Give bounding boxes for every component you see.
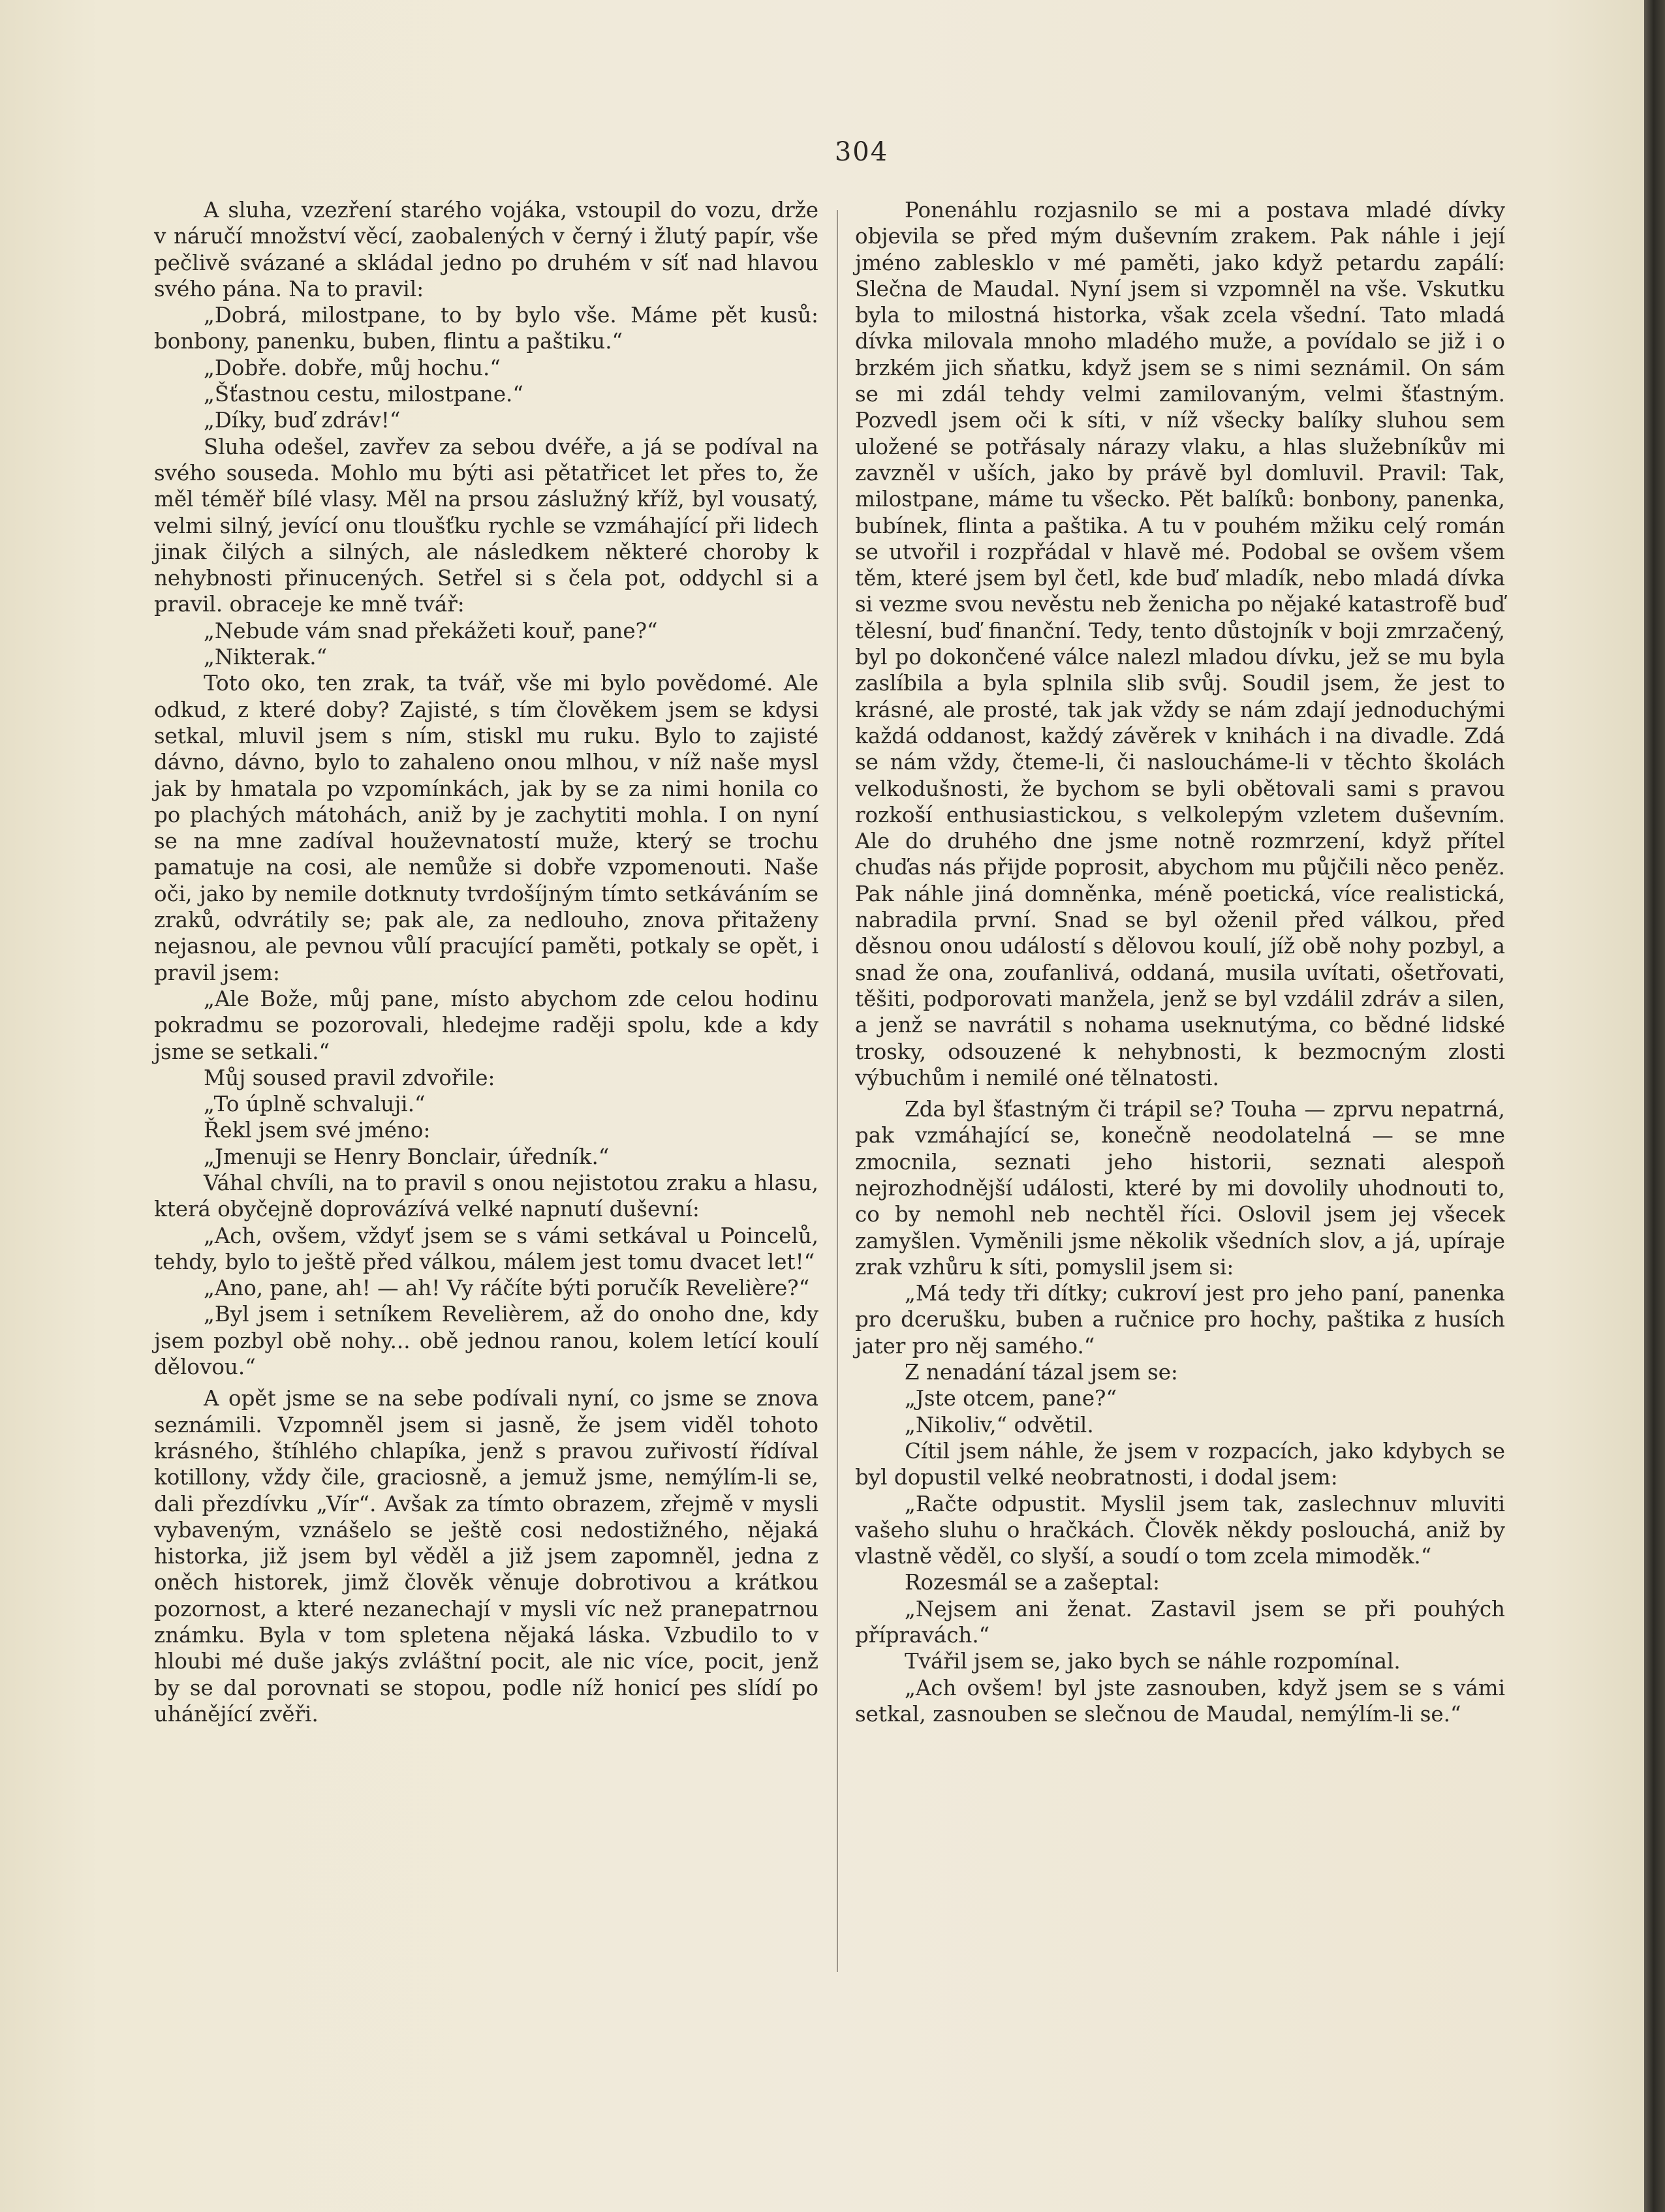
column-divider [837, 210, 838, 1972]
paragraph: Cítil jsem náhle, že jsem v rozpacích, jako kdybych se byl dopustil velké neobratnosti, i dodal jsem: [855, 1438, 1505, 1490]
paragraph: „Jmenuji se Henry Bonclair, úředník.“ [204, 1144, 610, 1169]
paragraph: „To úplně schvaluji.“ [204, 1092, 426, 1117]
paragraph: „Račte odpustit. Myslil jsem tak, zaslechnuv mluviti vašeho sluhu o hračkách. Člověk někdy poslouchá, aniž by vlastně věděl, co slyší, a soudí o tom zcela mimoděk.“ [855, 1491, 1505, 1569]
paragraph: „Má tedy tři dítky; cukroví jest pro jeho paní, panenka pro dcerušku, buben a ručnice pro hochy, paštika z husích jater pro něj samého.“ [855, 1281, 1505, 1359]
paragraph: Řekl jsem své jméno: [204, 1118, 431, 1143]
paragraph: Z nenadání tázal jsem se: [905, 1360, 1178, 1385]
paragraph: Zda byl šťastným či trápil se? Touha — zprvu nepatrná, pak vzmáhající se, konečně neodolatelná — se mne zmocnila, seznati jeho historii, seznati alespoň nejrozhodnější události, které by mi dovolily uhodnouti to, co by nemohl neb nechtěl říci. Oslovil jsem jej všecek zamyšlen. Vyměnili jsme několik všedních slov, a já, upíraje zrak vzhůru k síti, pomyslil jsem si: [855, 1097, 1505, 1280]
paragraph: Toto oko, ten zrak, ta tvář, vše mi bylo povědomé. Ale odkud, z které doby? Zajisté, s tím člověkem jsem se kdysi setkal, mluvil jsem s ním, stiskl mu ruku. Bylo to zajisté dávno, dávno, bylo to zahaleno onou mlhou, v níž naše mysl jak by hmatala po vzpomínkách, jak by se za nimi honila co po plachých mátohách, aniž by je zachytiti mohla. I on nyní se na mne zadíval houževnatostí muže, který se trochu pamatuje na cosi, ale nemůže si dobře vzpomenouti. Naše oči, jako by nemile dotknuty tvrdošíjným tímto setkáváním se zraků, odvrátily se; pak ale, za nedlouho, znova přitaženy nejasnou, ale pevnou vůlí pracující paměti, potkaly se opět, i pravil jsem: [154, 671, 818, 985]
paragraph: „Ano, pane, ah! — ah! Vy ráčíte býti poručík Revelière?“ [204, 1276, 810, 1301]
paragraph: „Nebude vám snad překážeti kouř, pane?“ [204, 618, 658, 643]
paragraph: „Nejsem ani ženat. Zastavil jsem se při pouhých přípravách.“ [855, 1596, 1505, 1648]
paragraph: Tvářil jsem se, jako bych se náhle rozpomínal. [905, 1649, 1401, 1674]
paragraph: Váhal chvíli, na to pravil s onou nejistotou zraku a hlasu, která obyčejně doprovázívá velké napnutí duševní: [154, 1170, 818, 1222]
paragraph: A sluha, vzezření starého vojáka, vstoupil do vozu, drže v náručí množství věcí, zaobalených v černý i žlutý papír, vše pečlivě svázané a skládal jedno po druhém v síť nad hlavou svého pána. Na to pravil: [154, 198, 818, 301]
paragraph: „Byl jsem i setníkem Revelièrem, až do onoho dne, kdy jsem pozbyl obě nohy... obě jednou ranou, kolem letící koulí dělovou.“ [154, 1302, 818, 1380]
paragraph: „Dobře. dobře, můj hochu.“ [204, 355, 501, 380]
paragraph: Ponenáhlu rozjasnilo se mi a postava mladé dívky objevila se před mým duševním zrakem. Pak náhle i její jméno zablesklo v mé paměti, jako když petardu zapálí: Slečna de Maudal. Nyní jsem si vzpomněl na vše. Vskutku byla to milostná historka, však zcela všední. Tato mladá dívka milovala mnoho mladého muže, a povídalo se již i o brzkém jich sňatku, když jsem se s nimi seznámil. On sám se mi zdál tehdy velmi zamilovaným, velmi šťastným. Pozvedl jsem oči k síti, v níž všecky balíky sluhou sem uložené se potřásaly nárazy vlaku, a hlas služebníkův mi zavzněl v uších, jako by právě byl domluvil. Pravil: Tak, milostpane, máme tu všecko. Pět balíků: bonbony, panenka, bubínek, flinta a paštika. A tu v pouhém mžiku celý román se utvořil i rozpřádal v hlavě mé. Podobal se ovšem všem těm, které jsem byl četl, kde buď mladík, nebo mladá dívka si vezme svou nevěstu neb ženicha po nějaké katastrofě buď tělesní, buď finanční. Tedy, tento důstojník v boji zmrzačený, byl po dokončené válce nalezl mladou dívku, jež se mu byla zaslíbila a byla splnila slib svůj. Soudil jsem, že jest to krásné, ale prosté, tak jak vždy se nám zdají jednoduchými každá oddanost, každý závěrek v knihách i na divadle. Zdá se nám vždy, čteme-li, či nasloucháme-li v těchto školách velkodušnosti, že bychom se byli obětovali sami s pravou rozkoší enthusiastickou, s velkolepým vzletem duševním. Ale do druhého dne jsme notně rozmrzení, když přítel chuďas nás přijde poprosit, abychom mu půjčili něco peněz. Pak náhle jiná domněnka, méně poetická, více realistická, nabradila první. Snad se byl oženil před válkou, před děsnou onou událostí s dělovou koulí, jíž obě nohy pozbyl, a snad že ona, zoufanlivá, oddaná, musila uvítati, ošetřovati, těšiti, podporovati manžela, jenž se byl vzdálil zdráv a silen, a jenž se navrátil s nohama useknutýma, co bědné lidské trosky, odsouzené k nehybnosti, k bezmocným zlosti výbuchům i nemilé oné tělnatosti. [855, 198, 1505, 1090]
paragraph: „Ach, ovšem, vždyť jsem se s vámi setkával u Poincelů, tehdy, bylo to ještě před válkou, málem jest tomu dvacet let!“ [154, 1223, 818, 1274]
paragraph: „Ale Bože, můj pane, místo abychom zde celou hodinu pokradmu se pozorovali, hledejme raději spolu, kde a kdy jsme se setkali.“ [154, 986, 818, 1064]
paragraph: Můj soused pravil zdvořile: [204, 1065, 495, 1090]
paragraph: „Šťastnou cestu, milostpane.“ [204, 382, 524, 407]
right-column [855, 197, 1505, 1727]
paragraph: „Nikoliv,“ odvětil. [905, 1412, 1094, 1437]
paragraph: „Ach ovšem! byl jste zasnouben, když jsem se s vámi setkal, zasnouben se slečnou de Maudal, nemýlím-li se.“ [855, 1675, 1505, 1727]
page-number: 304 [834, 137, 889, 167]
paragraph: A opět jsme se na sebe podívali nyní, co jsme se znova seznámili. Vzpomněl jsem si jasně, že jsem viděl tohoto krásného, štíhlého chlapíka, jenž s pravou zuřivostí řídíval kotillony, vždy čile, graciosně, a jemuž jsme, nemýlím-li se, dali přezdívku „Vír“. Avšak za tímto obrazem, zřejmě v mysli vybaveným, vznášelo se ještě cosi nedostižného, nějaká historka, již jsem byl věděl a již jsem zapomněl, jedna z oněch historek, jimž člověk věnuje dobrotivou a krátkou pozornost, a které nezanechají v mysli víc než pranepatrnou známku. Byla v tom spletena nějaká láska. Vzbudilo to v hloubi mé duše jakýs zvláštní pocit, ale nic více, pocit, jenž by se dal porovnati se stopou, podle níž honicí pes slídí po uhánějící zvěři. [154, 1386, 818, 1727]
left-column [154, 197, 818, 1727]
paragraph: „Díky, buď zdráv!“ [204, 408, 401, 433]
paragraph: „Nikterak.“ [204, 645, 328, 670]
book-binding-edge [1644, 0, 1665, 2212]
paragraph: Rozesmál se a zašeptal: [905, 1570, 1160, 1595]
paragraph: Sluha odešel, zavřev za sebou dvéře, a já se podíval na svého souseda. Mohlo mu býti asi pětatřicet let přes to, že měl téměř bílé vlasy. Měl na prsou záslužný kříž, byl vousatý, velmi silný, jevící onu tloušťku rychle se vzmáhající při lidech jinak čilých a silných, ale následkem některé choroby k nehybnosti přinucených. Setřel si s čela pot, oddychl si a pravil. obraceje ke mně tvář: [154, 434, 818, 617]
paragraph: „Dobrá, milostpane, to by bylo vše. Máme pět kusů: bonbony, panenku, buben, flintu a paštiku.“ [154, 303, 818, 354]
paragraph: „Jste otcem, pane?“ [905, 1386, 1117, 1411]
